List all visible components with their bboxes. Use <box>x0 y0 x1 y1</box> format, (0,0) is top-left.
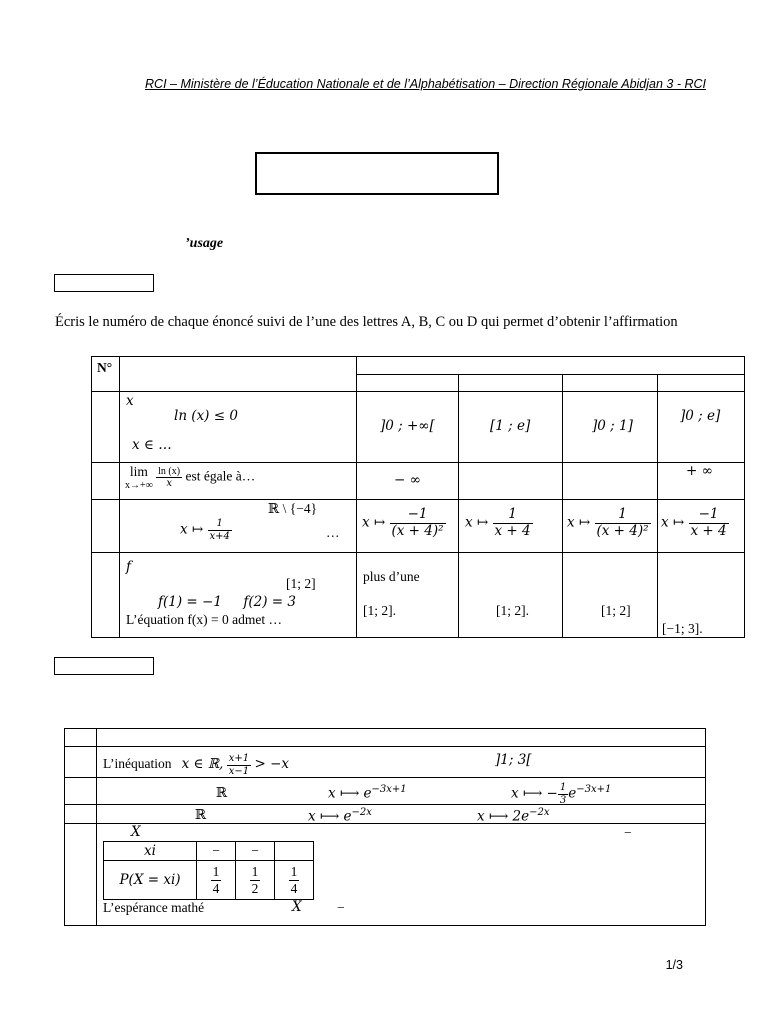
r3-answer-c: x ↦ $\frac{1}{\text{(x + 4)²}}$ <box>567 506 649 539</box>
xi-label: xi <box>104 842 197 861</box>
t2-r3-R: ℝ <box>195 807 207 822</box>
r4-answer-a-bottom: [1; 2]. <box>363 603 396 618</box>
t2-r2-R: ℝ <box>216 785 228 800</box>
r1-answer-a: ]0 ; +∞[ <box>380 418 435 434</box>
t2-r2-f1: x ⟼ $e^{-3x+1}$ <box>328 784 407 802</box>
r4-values: f(1) = −1 f(2) = 3 <box>158 594 296 610</box>
r3-domain: ℝ \ {−4} <box>268 501 318 516</box>
t2-r4-dash: − <box>624 825 632 840</box>
r4-answer-c: [1; 2] <box>601 603 631 618</box>
t2-r1-statement: L’inéquation x ∈ ℝ, $\frac{x+1}{x-1}$ > −x <box>103 753 289 777</box>
r4-interval: [1; 2] <box>286 576 316 591</box>
r3-function: x ↦ $\frac{1}{x+4}$ <box>180 518 230 542</box>
xi-value-2: − <box>236 842 275 861</box>
exercise-label-box-1 <box>54 274 154 292</box>
true-false-table <box>64 728 706 926</box>
t2-r2-f2: x ⟼ − $\frac{1}{3}$ $e^{-3x+1}$ <box>511 782 612 806</box>
r1-var: x <box>126 393 134 409</box>
p-label: P(X = xi) <box>104 861 197 900</box>
exercise-label-box-2 <box>54 657 154 675</box>
t2-r4-esp-X: X <box>292 899 302 915</box>
t2-r4-X: X <box>131 824 141 840</box>
r1-belongs: x ∈ … <box>132 437 172 453</box>
r1-answer-d: ]0 ; e] <box>680 408 721 424</box>
r4-answer-a-top: plus d’une <box>363 569 420 584</box>
p-value-2: $\frac{1}{2}$ <box>236 861 275 900</box>
t2-r3-f1: x ⟼ $e^{-2x}$ <box>308 807 372 825</box>
r1-answer-c: ]0 ; 1] <box>592 418 633 434</box>
r4-answer-d: [−1; 3]. <box>662 621 703 636</box>
r3-answer-d: x ↦ $\frac{-1}{x + 4}$ <box>661 506 727 539</box>
probability-law-table <box>103 841 314 900</box>
r3-dots: … <box>326 525 340 540</box>
page-number: 1/3 <box>665 958 683 972</box>
r3-answer-b: x ↦ $\frac{1}{x + 4}$ <box>465 506 531 539</box>
r2-answer-a: − ∞ <box>394 472 421 488</box>
qcm-table <box>91 356 745 638</box>
t2-r3-f2: x ⟼ $2e^{-2x}$ <box>477 807 550 825</box>
p-value-1: $\frac{1}{4}$ <box>197 861 236 900</box>
p-value-3: $\frac{1}{4}$ <box>275 861 314 900</box>
r2-answer-d: + ∞ <box>686 463 713 479</box>
instruction-text: Écris le numéro de chaque énoncé suivi de l’une des lettres A, B, C ou D qui permet d’obtenir l’affirmation <box>55 314 678 330</box>
usage-fragment: ’usage <box>185 236 224 251</box>
r1-inequality: ln (x) ≤ 0 <box>174 408 238 424</box>
t2-r1-interval: ]1; 3[ <box>495 752 532 768</box>
r4-equation: L’équation f(x) = 0 admet … <box>126 612 282 627</box>
r4-f: f <box>126 559 131 575</box>
t2-r4-esperance: L’espérance mathé <box>103 900 205 915</box>
document-header: RCI – Ministère de l’Éducation Nationale et de l’Alphabétisation – Direction Régionale Abidjan 3 - RCI <box>145 77 706 91</box>
r1-answer-b: [1 ; e] <box>490 418 531 434</box>
title-box <box>255 152 499 195</box>
t2-r4-esp-dash: − <box>337 900 345 915</box>
r3-answer-a: x ↦ $\frac{-1}{\text{(x + 4)²}}$ <box>362 506 444 539</box>
header-number: N° <box>97 360 113 375</box>
r4-answer-b: [1; 2]. <box>496 603 529 618</box>
r2-limit: lim x→+∞ $\frac{\ln (x)}{x}$ est égale à… <box>125 464 256 491</box>
xi-value-1: − <box>197 842 236 861</box>
